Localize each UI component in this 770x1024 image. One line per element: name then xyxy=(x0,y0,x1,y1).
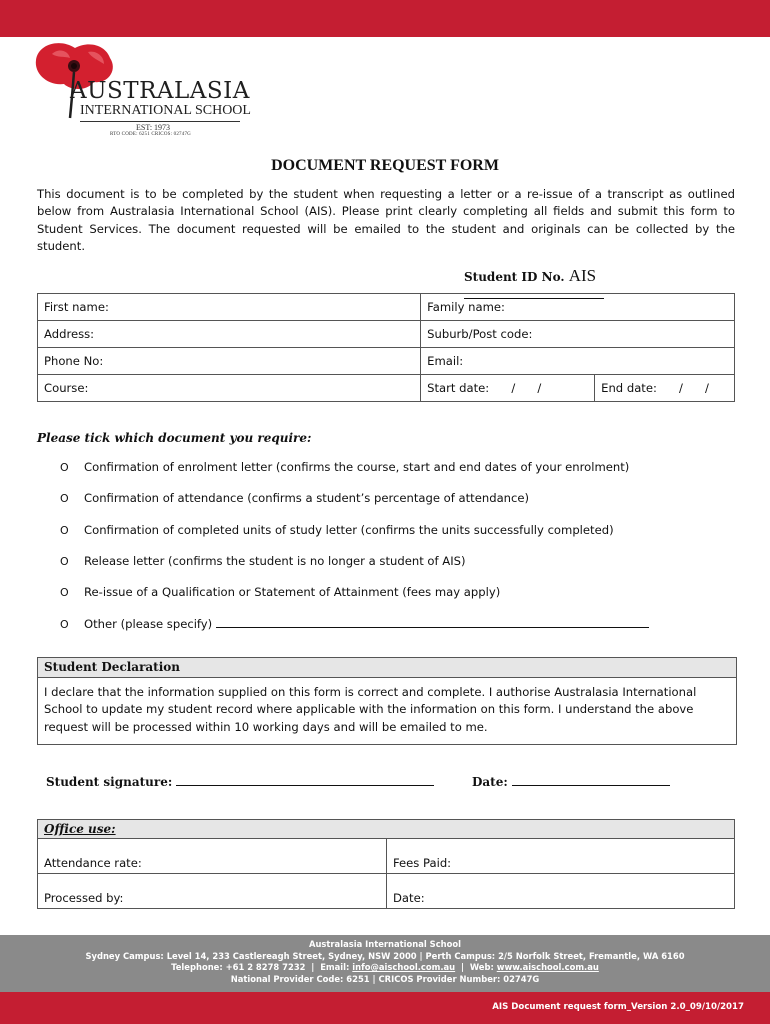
student-details-table xyxy=(37,293,735,402)
option-release-letter[interactable]: O Release letter (confirms the student is no longer a student of AIS) xyxy=(60,554,466,568)
option-checkbox[interactable]: O xyxy=(60,492,69,505)
signature-line[interactable] xyxy=(176,774,434,786)
footer-email-link[interactable]: info@aischool.com.au xyxy=(352,962,456,972)
student-id-label: Student ID No. xyxy=(464,270,565,284)
form-title: DOCUMENT REQUEST FORM xyxy=(271,157,499,174)
form-version: AIS Document request form_Version 2.0_09/10/2017 xyxy=(492,1002,744,1012)
phone-field[interactable]: Phone No: xyxy=(38,348,421,375)
first-name-field[interactable]: First name: xyxy=(38,294,421,321)
footer-campuses: Sydney Campus: Level 14, 233 Castlereagh Street, Sydney, NSW 2000 | Perth Campus: 2/5 Norfolk Street, Fremantle, WA 6160 xyxy=(85,950,685,961)
signature-date-label: Date: xyxy=(472,775,508,789)
option-other[interactable]: O Other (please specify) xyxy=(60,617,649,631)
end-date-field[interactable]: End date: / / xyxy=(595,375,735,402)
logo-divider xyxy=(80,121,240,122)
logo-est: EST: 1973 xyxy=(136,123,171,132)
office-date-field[interactable]: Date: xyxy=(387,874,735,909)
family-name-field[interactable]: Family name: xyxy=(421,294,735,321)
declaration-heading: Student Declaration xyxy=(38,658,736,678)
footer-web-link[interactable]: www.aischool.com.au xyxy=(496,962,599,972)
logo-codes: RTO CODE: 6251 CRICOS: 02747G xyxy=(110,132,191,137)
fees-paid-field[interactable]: Fees Paid: xyxy=(387,839,735,874)
footer-school-name: Australasia International School xyxy=(308,939,462,949)
email-field[interactable]: Email: xyxy=(421,348,735,375)
option-enrolment-letter[interactable]: O Confirmation of enrolment letter (confirms the course, start and end dates of your enrolment) xyxy=(60,460,630,474)
end-date-separators: / / xyxy=(679,381,709,395)
footer-contact xyxy=(0,935,770,992)
address-field[interactable]: Address: xyxy=(38,321,421,348)
option-completed-units[interactable]: O Confirmation of completed units of study letter (confirms the units successfully completed) xyxy=(60,523,614,537)
option-checkbox[interactable]: O xyxy=(60,618,69,631)
intro-paragraph: This document is to be completed by the student when requesting a letter or a re-issue of a transcript as outlined below from Australasia International School (AIS). Please print clearly completing all fields and submit this form to Student Services. The document requested will be emailed to the student and originals can be collected by the student. xyxy=(37,187,735,253)
tick-heading: Please tick which document you require: xyxy=(37,431,312,445)
signature-date-line[interactable] xyxy=(512,774,670,786)
header-red-bar xyxy=(0,0,770,37)
student-id-prefix: AIS xyxy=(568,266,597,285)
option-checkbox[interactable]: O xyxy=(60,461,69,474)
attendance-rate-field[interactable]: Attendance rate: xyxy=(38,839,387,874)
logo-school-name: AUSTRALASIA xyxy=(70,78,250,104)
student-signature-field[interactable] xyxy=(46,774,434,789)
option-checkbox[interactable]: O xyxy=(60,524,69,537)
logo-subtitle: INTERNATIONAL SCHOOL xyxy=(80,103,251,118)
option-checkbox[interactable]: O xyxy=(60,586,69,599)
option-attendance[interactable]: O Confirmation of attendance (confirms a student’s percentage of attendance) xyxy=(60,491,530,505)
option-reissue[interactable]: O Re-issue of a Qualification or Statement of Attainment (fees may apply) xyxy=(60,585,501,599)
office-use-heading: Office use: xyxy=(38,820,735,839)
footer-red-bar xyxy=(0,992,770,1024)
suburb-field[interactable]: Suburb/Post code: xyxy=(421,321,735,348)
footer-contact-line: Telephone: +61 2 8278 7232 | Email: info@aischool.com.au | Web: www.aischool.com.au xyxy=(171,962,599,972)
course-field[interactable]: Course: xyxy=(38,375,421,402)
declaration-text: I declare that the information supplied on this form is correct and complete. I authorise Australasia International School to update my student record where applicable with the information on this form. I understand the above request will be processed within 10 working days and will be emailed to me. xyxy=(44,685,697,734)
signature-label: Student signature: xyxy=(46,775,173,789)
option-checkbox[interactable]: O xyxy=(60,555,69,568)
signature-date-field[interactable] xyxy=(472,774,670,789)
start-date-field[interactable]: Start date: / / xyxy=(421,375,595,402)
other-specify-line[interactable] xyxy=(216,617,649,628)
footer-provider-codes: National Provider Code: 6251 | CRICOS Provider Number: 02747G xyxy=(230,973,540,984)
start-date-separators: / / xyxy=(511,381,542,395)
student-declaration xyxy=(37,657,737,745)
office-use-table xyxy=(37,819,735,909)
processed-by-field[interactable]: Processed by: xyxy=(38,874,387,909)
